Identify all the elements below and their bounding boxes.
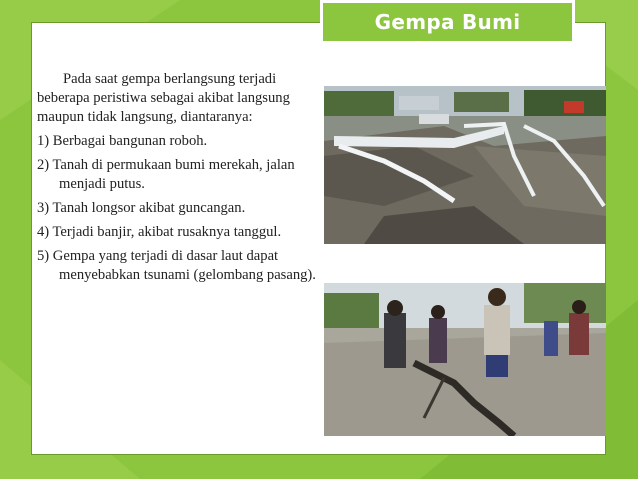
slide-body [37, 70, 322, 290]
list-item: 3) Tanah longsor akibat guncangan. [37, 200, 246, 216]
collapsed-bridge-photo [324, 86, 606, 244]
list-item: 4) Terjadi banjir, akibat rusaknya tanggul. [37, 224, 282, 240]
list-item: 5) Gempa yang terjadi di dasar laut dapat menyebabkan tsunami (gelombang pasang). [37, 248, 316, 283]
slide-title: Gempa Bumi [374, 10, 521, 34]
cracked-ground-photo [324, 283, 606, 436]
list-item: 2) Tanah di permukaan bumi merekah, jalan menjadi putus. [37, 157, 295, 192]
slide-title-box [320, 0, 575, 44]
effects-list [37, 132, 322, 285]
intro-paragraph: Pada saat gempa berlangsung terjadi beberapa peristiwa sebagai akibat langsung maupun tidak langsung, diantaranya: [37, 71, 290, 125]
list-item: 1) Berbagai bangunan roboh. [37, 133, 208, 149]
